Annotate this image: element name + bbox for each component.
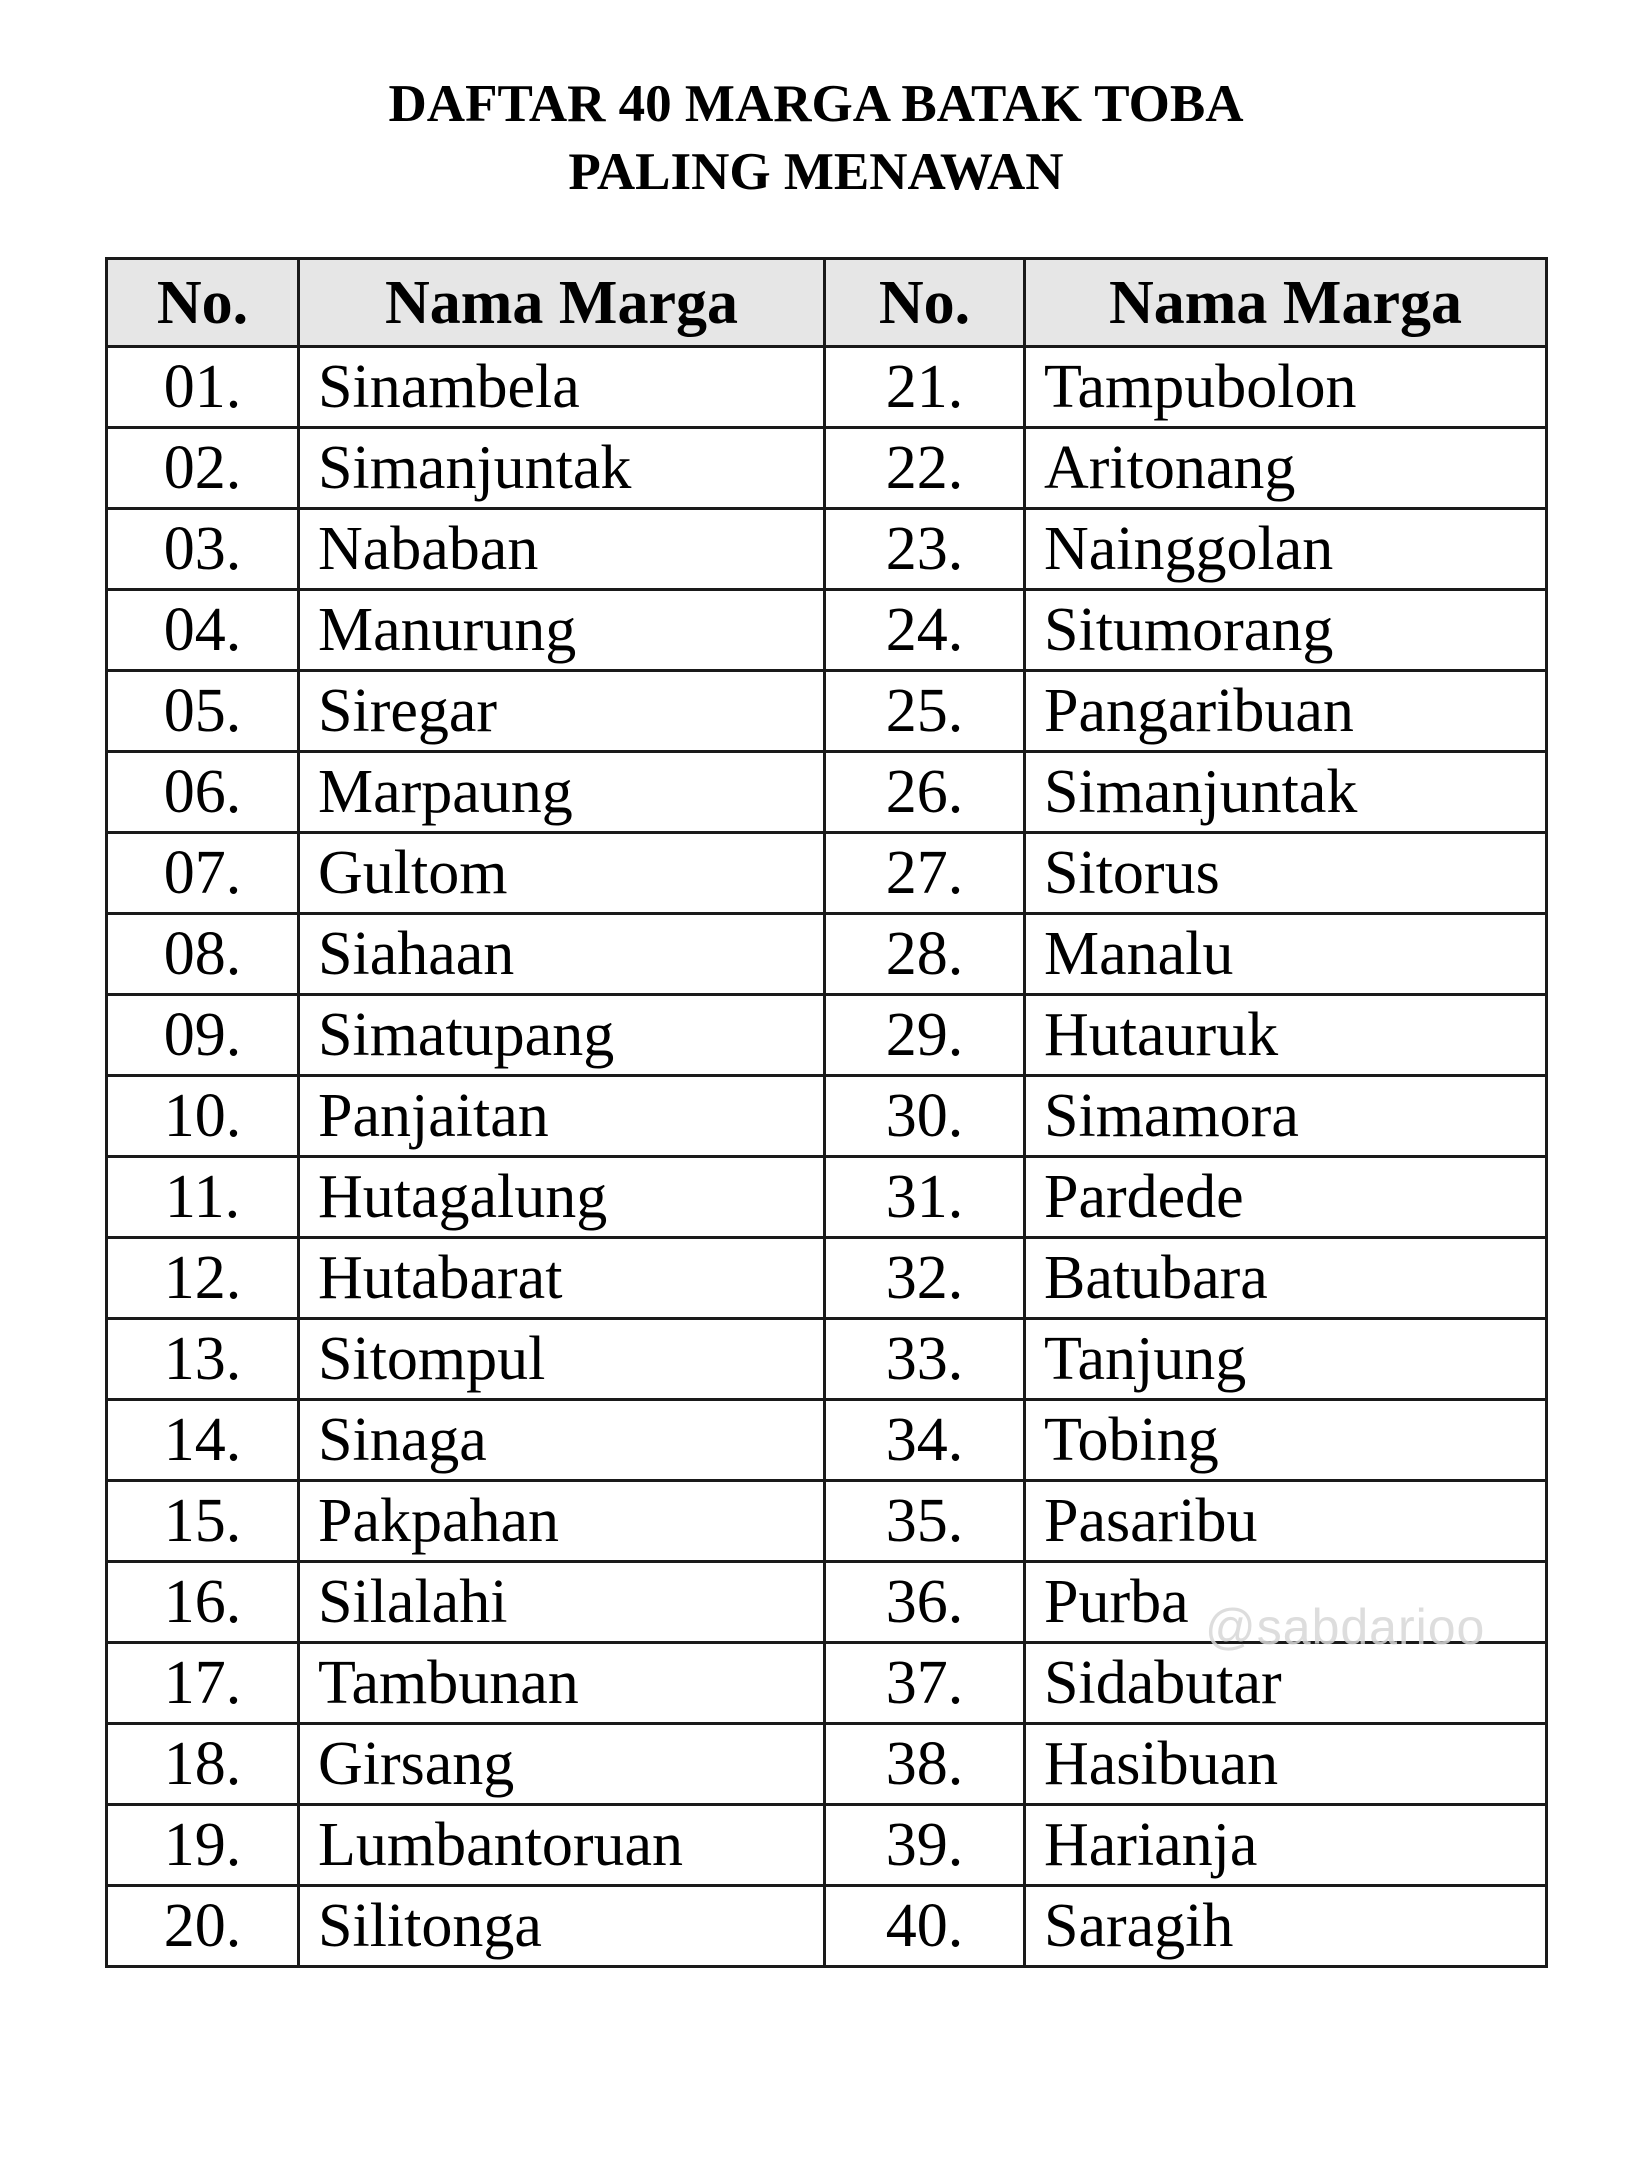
marga-name-right: Simanjuntak (1025, 752, 1547, 833)
marga-name-right: Sitorus (1025, 833, 1547, 914)
row-number-left: 09. (107, 995, 299, 1076)
row-number-left: 12. (107, 1238, 299, 1319)
row-number-right: 23. (825, 509, 1025, 590)
marga-name-right: Pasaribu (1025, 1481, 1547, 1562)
row-number-right: 37. (825, 1643, 1025, 1724)
marga-name-right: Tanjung (1025, 1319, 1547, 1400)
row-number-right: 30. (825, 1076, 1025, 1157)
row-number-right: 39. (825, 1805, 1025, 1886)
marga-name-left: Marpaung (299, 752, 825, 833)
title-line-2: PALING MENAWAN (568, 143, 1064, 201)
marga-name-right: Pangaribuan (1025, 671, 1547, 752)
table-row (107, 1643, 1547, 1724)
watermark: @sabdarioo (1205, 1599, 1486, 1655)
marga-name-right: Nainggolan (1025, 509, 1547, 590)
row-number-left: 11. (107, 1157, 299, 1238)
header-nama-marga-left: Nama Marga (299, 259, 825, 347)
table-row (107, 752, 1547, 833)
marga-name-left: Girsang (299, 1724, 825, 1805)
table-row (107, 1319, 1547, 1400)
row-number-right: 40. (825, 1886, 1025, 1967)
table-row (107, 1805, 1547, 1886)
row-number-left: 07. (107, 833, 299, 914)
table-row (107, 1157, 1547, 1238)
table-row (107, 995, 1547, 1076)
header-nama-marga-right: Nama Marga (1025, 259, 1547, 347)
row-number-right: 26. (825, 752, 1025, 833)
row-number-right: 31. (825, 1157, 1025, 1238)
row-number-right: 21. (825, 347, 1025, 428)
row-number-left: 01. (107, 347, 299, 428)
row-number-right: 38. (825, 1724, 1025, 1805)
row-number-left: 13. (107, 1319, 299, 1400)
marga-name-right: Pardede (1025, 1157, 1547, 1238)
marga-name-left: Siregar (299, 671, 825, 752)
marga-name-left: Tambunan (299, 1643, 825, 1724)
header-no-left: No. (107, 259, 299, 347)
row-number-right: 24. (825, 590, 1025, 671)
row-number-right: 22. (825, 428, 1025, 509)
row-number-left: 02. (107, 428, 299, 509)
row-number-right: 36. (825, 1562, 1025, 1643)
marga-name-right: Hasibuan (1025, 1724, 1547, 1805)
marga-name-left: Simatupang (299, 995, 825, 1076)
table-row (107, 1724, 1547, 1805)
marga-name-right: Saragih (1025, 1886, 1547, 1967)
marga-name-left: Silalahi (299, 1562, 825, 1643)
marga-name-right: Batubara (1025, 1238, 1547, 1319)
row-number-left: 18. (107, 1724, 299, 1805)
table-row (107, 1481, 1547, 1562)
table-row (107, 428, 1547, 509)
title-line-1: DAFTAR 40 MARGA BATAK TOBA (388, 75, 1244, 133)
marga-name-right: Aritonang (1025, 428, 1547, 509)
table-row (107, 1238, 1547, 1319)
row-number-right: 28. (825, 914, 1025, 995)
row-number-left: 10. (107, 1076, 299, 1157)
marga-name-left: Sinambela (299, 347, 825, 428)
marga-name-left: Hutagalung (299, 1157, 825, 1238)
table-row (107, 833, 1547, 914)
row-number-right: 27. (825, 833, 1025, 914)
table-row (107, 914, 1547, 995)
table-row (107, 1076, 1547, 1157)
row-number-left: 05. (107, 671, 299, 752)
table-row (107, 671, 1547, 752)
marga-name-left: Manurung (299, 590, 825, 671)
row-number-left: 06. (107, 752, 299, 833)
table-row (107, 1886, 1547, 1967)
header-no-right: No. (825, 259, 1025, 347)
table-row (107, 509, 1547, 590)
marga-name-left: Lumbantoruan (299, 1805, 825, 1886)
marga-name-left: Panjaitan (299, 1076, 825, 1157)
marga-name-right: Tobing (1025, 1400, 1547, 1481)
marga-name-right: Situmorang (1025, 590, 1547, 671)
row-number-right: 32. (825, 1238, 1025, 1319)
marga-name-right: Hutauruk (1025, 995, 1547, 1076)
marga-name-left: Gultom (299, 833, 825, 914)
marga-name-right: Harianja (1025, 1805, 1547, 1886)
marga-name-left: Sinaga (299, 1400, 825, 1481)
row-number-left: 17. (107, 1643, 299, 1724)
marga-name-right: Purba (1025, 1562, 1547, 1643)
table-row (107, 1400, 1547, 1481)
row-number-left: 15. (107, 1481, 299, 1562)
marga-table (105, 257, 1548, 1968)
row-number-left: 08. (107, 914, 299, 995)
marga-name-right: Sidabutar (1025, 1643, 1547, 1724)
row-number-left: 04. (107, 590, 299, 671)
row-number-right: 33. (825, 1319, 1025, 1400)
table-row (107, 1562, 1547, 1643)
table-row (107, 590, 1547, 671)
document-title (0, 70, 1632, 206)
marga-name-right: Simamora (1025, 1076, 1547, 1157)
table-header-row (107, 259, 1547, 347)
marga-name-left: Simanjuntak (299, 428, 825, 509)
table-body (107, 347, 1547, 1967)
row-number-right: 25. (825, 671, 1025, 752)
marga-name-right: Manalu (1025, 914, 1547, 995)
row-number-right: 34. (825, 1400, 1025, 1481)
marga-name-left: Sitompul (299, 1319, 825, 1400)
marga-name-left: Nababan (299, 509, 825, 590)
table-row (107, 347, 1547, 428)
row-number-left: 19. (107, 1805, 299, 1886)
row-number-left: 03. (107, 509, 299, 590)
marga-name-left: Pakpahan (299, 1481, 825, 1562)
row-number-left: 20. (107, 1886, 299, 1967)
row-number-left: 14. (107, 1400, 299, 1481)
row-number-left: 16. (107, 1562, 299, 1643)
marga-name-left: Hutabarat (299, 1238, 825, 1319)
row-number-right: 35. (825, 1481, 1025, 1562)
marga-name-left: Siahaan (299, 914, 825, 995)
row-number-right: 29. (825, 995, 1025, 1076)
marga-name-right: Tampubolon (1025, 347, 1547, 428)
marga-name-left: Silitonga (299, 1886, 825, 1967)
